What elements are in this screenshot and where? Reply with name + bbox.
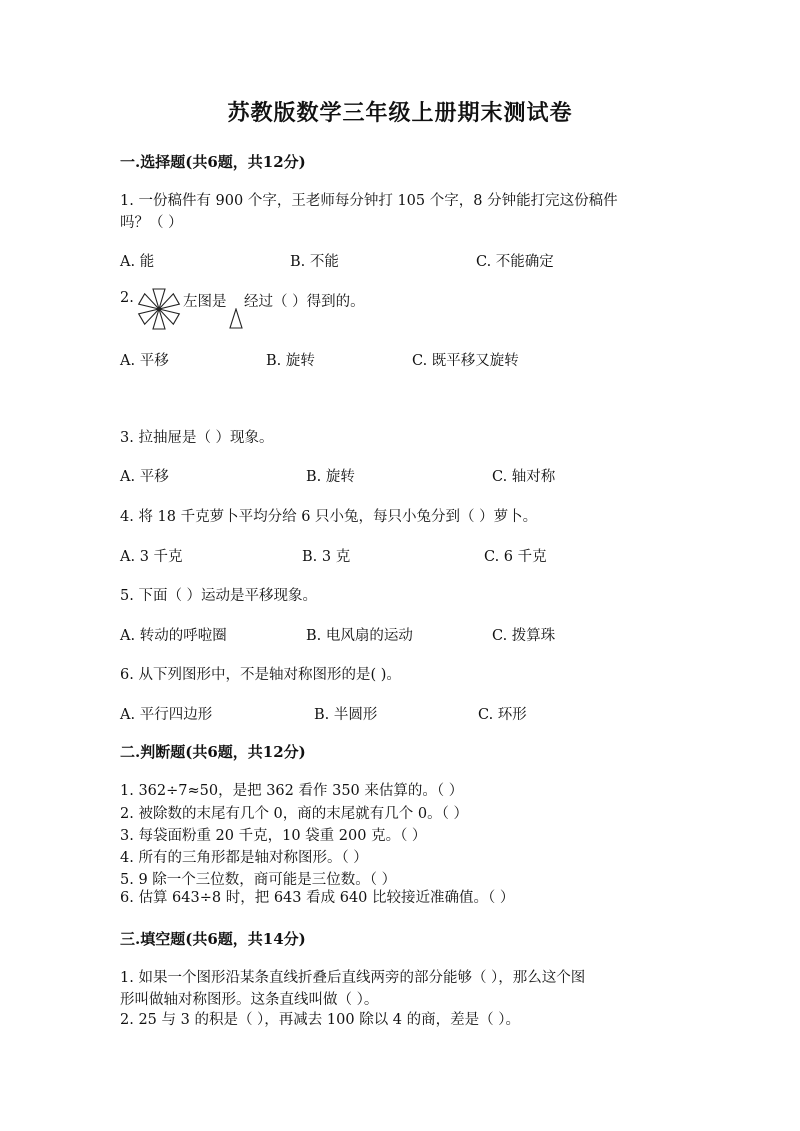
option-a: A. 平移 xyxy=(120,469,169,485)
option-a: A. 转动的呼啦圈 xyxy=(120,628,227,644)
option-a: A. 3 千克 xyxy=(120,549,183,565)
fill-line: 形叫做轴对称图形。这条直线叫做（ ）。 xyxy=(120,992,379,1008)
section-heading-judgement: 二.判断题(共6题，共12分) xyxy=(120,743,306,761)
option-c: C. 既平移又旋转 xyxy=(412,353,519,369)
option-a: A. 平行四边形 xyxy=(120,707,213,723)
question-line: 3. 拉抽屉是（ ）现象。 xyxy=(120,430,274,446)
option-c: C. 6 千克 xyxy=(484,549,547,565)
option-a: A. 平移 xyxy=(120,353,169,369)
statement-line: 3. 每袋面粉重 20 千克，10 袋重 200 克。（ ） xyxy=(120,828,427,844)
statement-line: 5. 9 除一个三位数，商可能是三位数。（ ） xyxy=(120,872,397,888)
statement-line: 2. 被除数的末尾有几个 0，商的末尾就有几个 0。（ ） xyxy=(120,806,468,822)
option-b: B. 旋转 xyxy=(266,353,315,369)
pinwheel-figure-icon xyxy=(137,287,181,331)
question-suffix: 经过（ ）得到的。 xyxy=(244,294,365,310)
triangle-figure-icon xyxy=(228,308,244,330)
option-b: B. 不能 xyxy=(290,254,339,270)
option-c: C. 不能确定 xyxy=(476,254,554,270)
question-middle: 左图是 xyxy=(183,294,227,310)
question-line: 1. 一份稿件有 900 个字，王老师每分钟打 105 个字，8 分钟能打完这份稿件 xyxy=(120,193,618,209)
question-line: 6. 从下列图形中，不是轴对称图形的是( )。 xyxy=(120,667,401,683)
statement-line: 1. 362÷7≈50，是把 362 看作 350 来估算的。（ ） xyxy=(120,783,464,799)
question-prefix: 2. xyxy=(120,290,134,306)
page-title: 苏教版数学三年级上册期末测试卷 xyxy=(227,100,573,126)
section-heading-choice: 一.选择题(共6题，共12分) xyxy=(120,153,306,171)
statement-line: 4. 所有的三角形都是轴对称图形。（ ） xyxy=(120,850,368,866)
option-b: B. 旋转 xyxy=(306,469,355,485)
option-b: B. 3 克 xyxy=(302,549,351,565)
statement-line: 6. 估算 643÷8 时，把 643 看成 640 比较接近准确值。（ ） xyxy=(120,890,515,906)
question-line: 吗？（ ） xyxy=(120,215,183,231)
question-line: 5. 下面（ ）运动是平移现象。 xyxy=(120,588,318,604)
section-heading-fill-blank: 三.填空题(共6题，共14分) xyxy=(120,930,306,948)
option-c: C. 轴对称 xyxy=(492,469,556,485)
option-c: C. 拨算珠 xyxy=(492,628,556,644)
option-b: B. 电风扇的运动 xyxy=(306,628,413,644)
fill-line: 2. 25 与 3 的积是（ ），再减去 100 除以 4 的商，差是（ ）。 xyxy=(120,1012,521,1028)
option-a: A. 能 xyxy=(120,254,155,270)
option-c: C. 环形 xyxy=(478,707,527,723)
option-b: B. 半圆形 xyxy=(314,707,378,723)
question-line: 4. 将 18 千克萝卜平均分给 6 只小兔，每只小兔分到（ ）萝卜。 xyxy=(120,509,538,525)
fill-line: 1. 如果一个图形沿某条直线折叠后直线两旁的部分能够（ ），那么这个图 xyxy=(120,970,586,986)
